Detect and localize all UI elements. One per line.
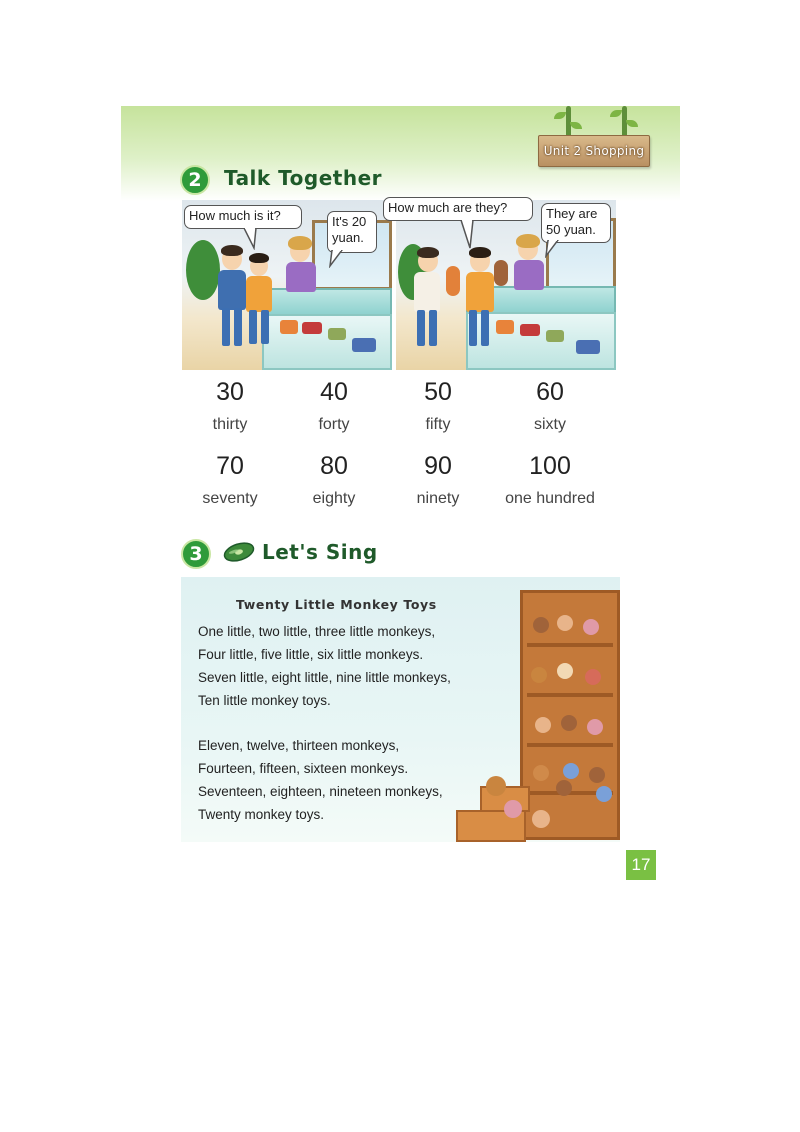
boy-leg: [481, 310, 489, 346]
speech-bubble-question-left: How much is it?: [184, 205, 302, 229]
song-line: Seven little, eight little, nine little monkeys,: [198, 670, 451, 685]
monkey-toy-icon: [596, 786, 612, 802]
monkey-toy-icon: [533, 617, 549, 633]
number-word: sixty: [534, 416, 566, 433]
section-title-talk-together: Talk Together: [224, 166, 383, 190]
monkey-toy-icon: [587, 719, 603, 735]
monkey-toy-icon: [486, 776, 506, 796]
monkey-toy-icon: [583, 619, 599, 635]
song-line: Four little, five little, six little monkeys.: [198, 647, 424, 662]
toy-monkey-held: [494, 260, 508, 286]
plant: [186, 240, 220, 300]
toy-blue-car: [352, 338, 376, 352]
toy-shelf-illustration: [520, 590, 620, 840]
section-number-badge: 2: [180, 165, 210, 195]
boy-leg: [417, 310, 425, 346]
toy-tiger: [496, 320, 514, 334]
song-title: Twenty Little Monkey Toys: [236, 597, 437, 612]
song-line: Fourteen, fifteen, sixteen monkeys.: [198, 761, 409, 776]
speech-bubble-answer-left: It's 20 yuan.: [327, 211, 377, 253]
song-line: Seventeen, eighteen, nineteen monkeys,: [198, 784, 443, 799]
unit-label: Unit 2 Shopping: [538, 135, 650, 167]
number-word: eighty: [312, 490, 356, 507]
number-word: forty: [318, 416, 350, 433]
number-value: 30: [216, 378, 244, 406]
boy-leg: [469, 310, 477, 346]
toy-truck: [328, 328, 346, 340]
leaf-icon: [554, 112, 566, 119]
boy-leg: [222, 308, 230, 346]
monkey-toy-icon: [504, 800, 522, 818]
boy-hair: [417, 247, 439, 258]
monkey-toy-icon: [563, 763, 579, 779]
section-title-lets-sing: Let's Sing: [262, 540, 378, 564]
number-word: fifty: [425, 416, 451, 433]
boy-leg: [429, 310, 437, 346]
cd-audio-icon: [222, 541, 256, 563]
section-number-badge: 3: [181, 539, 211, 569]
monkey-toy-icon: [585, 669, 601, 685]
toy-tiger: [280, 320, 298, 334]
shopkeeper-body: [286, 262, 316, 292]
number-word: ninety: [416, 490, 460, 507]
number-value: 90: [424, 452, 452, 480]
boy-body: [414, 272, 440, 312]
number-word: seventy: [202, 490, 258, 507]
monkey-toy-icon: [557, 663, 573, 679]
boy-hair: [249, 253, 269, 263]
monkey-toy-icon: [531, 667, 547, 683]
monkey-toy-icon: [535, 717, 551, 733]
speech-bubble-answer-right: They are 50 yuan.: [541, 203, 611, 243]
monkey-toy-icon: [557, 615, 573, 631]
number-value: 70: [216, 452, 244, 480]
number-value: 100: [529, 452, 571, 480]
song-line: Twenty monkey toys.: [198, 807, 325, 822]
number-value: 40: [320, 378, 348, 406]
song-line: Eleven, twelve, thirteen monkeys,: [198, 738, 400, 753]
unit-sign: [536, 106, 652, 174]
number-word: thirty: [212, 416, 248, 433]
number-word: one hundred: [505, 490, 595, 507]
toy-tiger-held: [446, 266, 460, 296]
shopkeeper-body: [514, 260, 544, 290]
shop-counter: [262, 288, 392, 316]
boy-leg: [261, 310, 269, 344]
toy-car: [520, 324, 540, 336]
number-value: 60: [536, 378, 564, 406]
leaf-icon: [610, 110, 622, 117]
shopkeeper-hair: [288, 236, 312, 250]
number-value: 80: [320, 452, 348, 480]
page-number: 17: [626, 850, 656, 880]
monkey-toy-icon: [533, 765, 549, 781]
boy-body: [466, 272, 494, 312]
speech-tail: [240, 228, 260, 250]
song-line: Ten little monkey toys.: [198, 693, 331, 708]
monkey-toy-icon: [556, 780, 572, 796]
monkey-toy-icon: [589, 767, 605, 783]
speech-tail: [458, 220, 478, 250]
leaf-icon: [570, 122, 582, 129]
toy-truck: [546, 330, 564, 342]
toy-car: [302, 322, 322, 334]
boy-body: [246, 276, 272, 312]
monkey-toy-icon: [532, 810, 550, 828]
speech-tail: [328, 250, 344, 268]
number-value: 50: [424, 378, 452, 406]
toy-blue-car: [576, 340, 600, 354]
shopkeeper-hair: [516, 234, 540, 248]
song-line: One little, two little, three little monkeys,: [198, 624, 436, 639]
speech-tail: [544, 240, 560, 258]
monkey-toy-icon: [561, 715, 577, 731]
boy-body: [218, 270, 246, 310]
leaf-icon: [626, 120, 638, 127]
boy-leg: [249, 310, 257, 344]
speech-bubble-question-right: How much are they?: [383, 197, 533, 221]
boy-leg: [234, 308, 242, 346]
